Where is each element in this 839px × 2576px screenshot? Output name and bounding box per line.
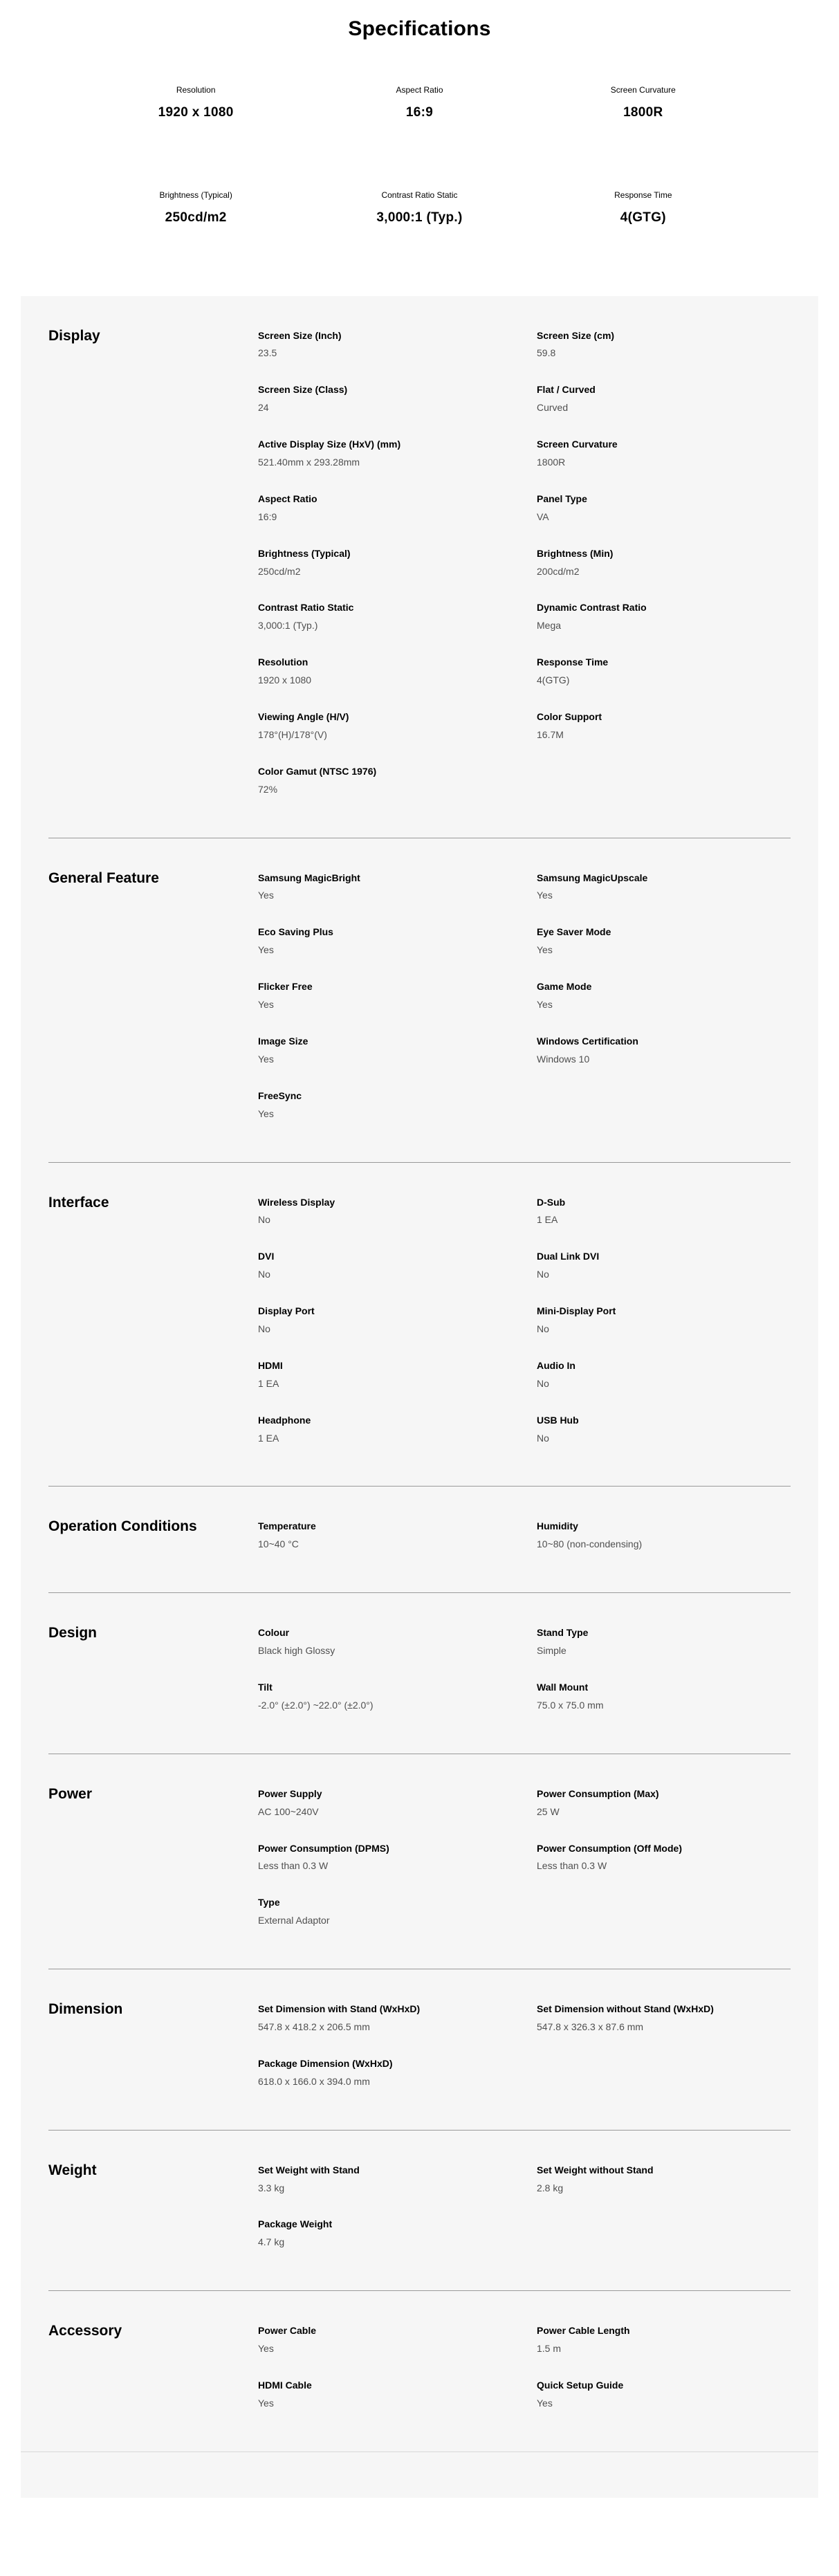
- spec-item: [258, 2379, 537, 2410]
- spec-item-label: Brightness (Typical): [258, 547, 351, 559]
- spec-item: [537, 329, 797, 360]
- key-spec-value: 16:9: [405, 104, 434, 120]
- spec-item-value: AC 100~240V: [258, 1805, 319, 1817]
- spec-item: [537, 383, 797, 414]
- spec-item-value: Black high Glossy: [258, 1645, 335, 1657]
- spec-item-label: Viewing Angle (H/V): [258, 711, 349, 723]
- spec-item: [537, 1520, 797, 1551]
- key-spec-value: 4(GTG): [620, 210, 666, 225]
- spec-section: [21, 296, 818, 838]
- spec-section-title: Interface: [48, 1194, 109, 1211]
- key-spec-value: 250cd/m2: [165, 210, 227, 225]
- spec-item-value: Curved: [537, 402, 569, 414]
- spec-section-rows: [258, 2003, 797, 2112]
- spec-section-title: General Feature: [48, 870, 159, 886]
- spec-item-value: No: [537, 1323, 549, 1334]
- spec-item-value: 3.3 kg: [258, 2182, 285, 2193]
- spec-section-rows: [258, 1787, 797, 1951]
- spec-item: [537, 1035, 797, 1066]
- spec-item-value: External Adaptor: [258, 1915, 330, 1926]
- spec-item-label: Power Supply: [258, 1787, 322, 1799]
- spec-item-label: HDMI Cable: [258, 2380, 312, 2391]
- spec-item-value: 1920 x 1080: [258, 674, 312, 686]
- spec-item-value: 2.8 kg: [537, 2182, 564, 2193]
- spec-item-label: Quick Setup Guide: [537, 2380, 624, 2391]
- spec-item: [537, 872, 797, 903]
- spec-item-value: No: [258, 1323, 270, 1334]
- spec-item-label: FreeSync: [258, 1089, 302, 1101]
- spec-item-label: Eye Saver Mode: [537, 926, 611, 938]
- spec-item: [258, 765, 537, 796]
- key-spec-item: [531, 85, 755, 121]
- spec-item-value: Yes: [258, 890, 274, 901]
- spec-item-label: Dynamic Contrast Ratio: [537, 602, 647, 614]
- spec-item: [537, 438, 797, 469]
- spec-item-label: Set Weight with Stand: [258, 2164, 360, 2175]
- key-spec-label: Contrast Ratio Static: [381, 190, 458, 201]
- spec-item-value: Yes: [258, 944, 274, 956]
- spec-item-value: VA: [537, 510, 549, 522]
- key-spec-item: [531, 190, 755, 226]
- spec-item-value: 547.8 x 418.2 x 206.5 mm: [258, 2021, 370, 2032]
- spec-item-value: Yes: [258, 999, 274, 1011]
- spec-item-value: No: [537, 1432, 549, 1444]
- spec-item: [258, 1842, 537, 1873]
- spec-item-label: Set Dimension without Stand (WxHxD): [537, 2003, 714, 2015]
- spec-item: [537, 547, 797, 578]
- spec-item-label: Power Cable Length: [537, 2325, 630, 2337]
- spec-item: [537, 2164, 797, 2195]
- spec-item-value: Yes: [258, 1053, 274, 1065]
- spec-section: [21, 2131, 818, 2291]
- spec-item-value: Less than 0.3 W: [537, 1860, 607, 1872]
- spec-item: [537, 1359, 797, 1390]
- spec-item: [258, 926, 537, 957]
- spec-item-value: 1 EA: [258, 1432, 279, 1444]
- spec-item-label: Active Display Size (HxV) (mm): [258, 439, 401, 450]
- spec-item: [537, 2324, 797, 2355]
- key-spec-label: Aspect Ratio: [396, 85, 443, 95]
- spec-item-label: Color Gamut (NTSC 1976): [258, 765, 377, 777]
- spec-item: [258, 1681, 537, 1712]
- key-spec-item: [84, 85, 308, 121]
- spec-item-label: Screen Size (Class): [258, 384, 348, 396]
- spec-item-value: 16:9: [258, 510, 277, 522]
- spec-item: [258, 1035, 537, 1066]
- spec-item: [258, 1089, 537, 1121]
- panel-bottom-divider: [21, 2451, 818, 2498]
- spec-item-label: Brightness (Min): [537, 547, 614, 559]
- spec-item: [258, 1626, 537, 1657]
- spec-item-value: Less than 0.3 W: [258, 1860, 329, 1872]
- spec-item-value: Yes: [258, 1107, 274, 1119]
- spec-item: [537, 1305, 797, 1336]
- spec-item-label: Contrast Ratio Static: [258, 602, 354, 614]
- spec-item: [258, 438, 537, 469]
- spec-item-value: 10~40 °C: [258, 1538, 299, 1550]
- key-spec-value: 1920 x 1080: [158, 104, 234, 120]
- spec-section-rows: [258, 2164, 797, 2273]
- spec-item-label: Temperature: [258, 1520, 316, 1532]
- spec-item-value: 200cd/m2: [537, 565, 580, 577]
- spec-item-value: 24: [258, 402, 269, 414]
- spec-item-label: Package Weight: [258, 2218, 333, 2230]
- spec-section: [21, 1754, 818, 1969]
- spec-item-value: 178°(H)/178°(V): [258, 728, 327, 740]
- spec-item-label: Eco Saving Plus: [258, 926, 333, 938]
- spec-item-label: Colour: [258, 1627, 290, 1639]
- spec-item-label: Display Port: [258, 1305, 315, 1317]
- key-specs: [84, 85, 755, 227]
- spec-item-label: Audio In: [537, 1359, 575, 1371]
- spec-item-value: No: [258, 1214, 270, 1226]
- spec-section-rows: [258, 1196, 797, 1469]
- spec-item-value: Simple: [537, 1645, 566, 1657]
- spec-item-value: No: [258, 1269, 270, 1280]
- spec-section: [21, 1969, 818, 2130]
- spec-item: [258, 2218, 537, 2249]
- spec-section: [21, 1593, 818, 1754]
- spec-item: [537, 1250, 797, 1281]
- spec-item-value: Yes: [537, 2397, 553, 2409]
- spec-item: [537, 2379, 797, 2410]
- spec-item-label: DVI: [258, 1251, 275, 1262]
- spec-item-label: Package Dimension (WxHxD): [258, 2057, 393, 2069]
- spec-item-value: 1 EA: [537, 1214, 558, 1226]
- key-spec-label: Resolution: [176, 85, 216, 95]
- spec-item: [258, 383, 537, 414]
- spec-item: [258, 872, 537, 903]
- spec-item-label: Windows Certification: [537, 1035, 638, 1047]
- spec-item-value: 25 W: [537, 1805, 560, 1817]
- spec-section-rows: [258, 1520, 797, 1574]
- key-spec-label: Screen Curvature: [610, 85, 676, 95]
- spec-item-label: Power Consumption (Max): [537, 1787, 659, 1799]
- key-spec-item: [308, 190, 531, 226]
- spec-section-title: Power: [48, 1785, 93, 1802]
- spec-item-label: Wall Mount: [537, 1681, 589, 1693]
- spec-item-label: Power Cable: [258, 2325, 317, 2337]
- spec-item-label: Panel Type: [537, 493, 587, 504]
- spec-item: [258, 1520, 537, 1551]
- spec-item-value: Yes: [537, 890, 553, 901]
- key-spec-label: Response Time: [614, 190, 672, 201]
- spec-item-value: Yes: [537, 944, 553, 956]
- spec-item: [537, 2003, 797, 2034]
- spec-item: [537, 1196, 797, 1227]
- spec-item-label: Mini-Display Port: [537, 1305, 616, 1317]
- spec-item: [537, 710, 797, 742]
- spec-item-value: -2.0° (±2.0°) ~22.0° (±2.0°): [258, 1699, 374, 1711]
- spec-item: [258, 2164, 537, 2195]
- spec-item-label: Headphone: [258, 1414, 311, 1426]
- spec-item-value: No: [537, 1269, 549, 1280]
- spec-item-value: 59.8: [537, 347, 556, 359]
- spec-item-value: 4.7 kg: [258, 2236, 285, 2248]
- spec-item: [537, 1787, 797, 1819]
- spec-item-label: Set Weight without Stand: [537, 2164, 654, 2175]
- spec-item: [258, 493, 537, 524]
- spec-item-label: Power Consumption (Off Mode): [537, 1842, 682, 1854]
- spec-item-value: 10~80 (non-condensing): [537, 1538, 643, 1550]
- spec-item: [258, 980, 537, 1011]
- spec-item-value: No: [537, 1377, 549, 1389]
- spec-item: [258, 710, 537, 742]
- spec-item-value: Windows 10: [537, 1053, 590, 1065]
- key-spec-value: 3,000:1 (Typ.): [376, 210, 463, 225]
- spec-item: [537, 601, 797, 632]
- spec-item-value: Mega: [537, 620, 562, 632]
- spec-item: [258, 1896, 537, 1927]
- specifications-page: [0, 17, 839, 2498]
- spec-item-value: Yes: [537, 999, 553, 1011]
- spec-item-label: Stand Type: [537, 1627, 589, 1639]
- spec-item-value: Yes: [258, 2343, 274, 2355]
- key-spec-item: [308, 85, 531, 121]
- spec-section-rows: [258, 1626, 797, 1736]
- spec-item-label: Aspect Ratio: [258, 493, 317, 504]
- spec-item: [258, 547, 537, 578]
- spec-item: [258, 601, 537, 632]
- spec-item: [258, 1196, 537, 1227]
- spec-item: [537, 1681, 797, 1712]
- spec-item-label: Samsung MagicBright: [258, 872, 360, 883]
- spec-item-value: 618.0 x 166.0 x 394.0 mm: [258, 2075, 370, 2087]
- spec-item: [258, 1305, 537, 1336]
- spec-item-value: 250cd/m2: [258, 565, 301, 577]
- spec-item-value: 1 EA: [258, 1377, 279, 1389]
- spec-section-title: Accessory: [48, 2323, 122, 2339]
- key-spec-row: [84, 190, 755, 226]
- spec-section: [21, 1163, 818, 1487]
- spec-item: [537, 656, 797, 687]
- key-spec-value: 1800R: [623, 104, 663, 120]
- spec-item-label: Screen Curvature: [537, 439, 618, 450]
- page-title: Specifications: [348, 17, 491, 40]
- spec-item: [258, 1250, 537, 1281]
- key-spec-label: Brightness (Typical): [159, 190, 232, 201]
- spec-section-title: Weight: [48, 2162, 97, 2178]
- spec-section-title: Dimension: [48, 2001, 123, 2018]
- key-spec-item: [84, 190, 308, 226]
- spec-section-rows: [258, 872, 797, 1144]
- spec-section: [21, 1487, 818, 1592]
- spec-section-rows: [258, 2324, 797, 2434]
- spec-item: [258, 2324, 537, 2355]
- spec-item-value: 72%: [258, 783, 278, 795]
- spec-item: [258, 329, 537, 360]
- spec-item-label: Color Support: [537, 711, 602, 723]
- spec-item-label: HDMI: [258, 1359, 283, 1371]
- spec-item-value: 1800R: [537, 457, 566, 468]
- spec-item-value: 23.5: [258, 347, 277, 359]
- spec-item: [258, 2057, 537, 2088]
- spec-item-value: 4(GTG): [537, 674, 570, 686]
- key-spec-row: [84, 85, 755, 121]
- spec-item: [258, 1359, 537, 1390]
- spec-section: [21, 838, 818, 1162]
- spec-item: [537, 1626, 797, 1657]
- spec-item: [258, 1787, 537, 1819]
- spec-item-label: Flicker Free: [258, 981, 313, 993]
- spec-item: [258, 1414, 537, 1445]
- spec-section-title: Operation Conditions: [48, 1518, 197, 1535]
- spec-item: [537, 493, 797, 524]
- spec-item-label: Flat / Curved: [537, 384, 596, 396]
- spec-item: [537, 980, 797, 1011]
- spec-item-value: Yes: [258, 2397, 274, 2409]
- spec-item: [258, 2003, 537, 2034]
- spec-item-label: Humidity: [537, 1520, 578, 1532]
- spec-item-label: USB Hub: [537, 1414, 579, 1426]
- spec-item-value: 547.8 x 326.3 x 87.6 mm: [537, 2021, 644, 2032]
- spec-item-label: Set Dimension with Stand (WxHxD): [258, 2003, 421, 2015]
- spec-item-value: 16.7M: [537, 728, 564, 740]
- spec-item-value: 521.40mm x 293.28mm: [258, 457, 360, 468]
- spec-item-value: 1.5 m: [537, 2343, 562, 2355]
- spec-item: [537, 1842, 797, 1873]
- spec-item-value: 3,000:1 (Typ.): [258, 620, 318, 632]
- spec-item: [537, 926, 797, 957]
- spec-section-title: Design: [48, 1625, 98, 1641]
- spec-item-label: Type: [258, 1897, 280, 1908]
- spec-item: [258, 656, 537, 687]
- spec-item-label: Wireless Display: [258, 1196, 335, 1208]
- spec-item-label: Dual Link DVI: [537, 1251, 600, 1262]
- spec-item-label: Response Time: [537, 656, 609, 668]
- spec-item: [537, 1414, 797, 1445]
- spec-item-label: Samsung MagicUpscale: [537, 872, 648, 883]
- spec-item-label: Screen Size (cm): [537, 329, 615, 341]
- spec-item-label: Resolution: [258, 656, 308, 668]
- spec-item-label: Image Size: [258, 1035, 308, 1047]
- spec-item-label: Tilt: [258, 1681, 273, 1693]
- spec-section-title: Display: [48, 327, 100, 344]
- spec-item-label: Power Consumption (DPMS): [258, 1842, 389, 1854]
- spec-section: [21, 2291, 818, 2451]
- spec-item-value: 75.0 x 75.0 mm: [537, 1699, 604, 1711]
- spec-item-label: D-Sub: [537, 1196, 566, 1208]
- spec-detail-panel: [21, 296, 818, 2498]
- spec-section-rows: [258, 329, 797, 820]
- spec-item-label: Screen Size (Inch): [258, 329, 342, 341]
- spec-item-label: Game Mode: [537, 981, 592, 993]
